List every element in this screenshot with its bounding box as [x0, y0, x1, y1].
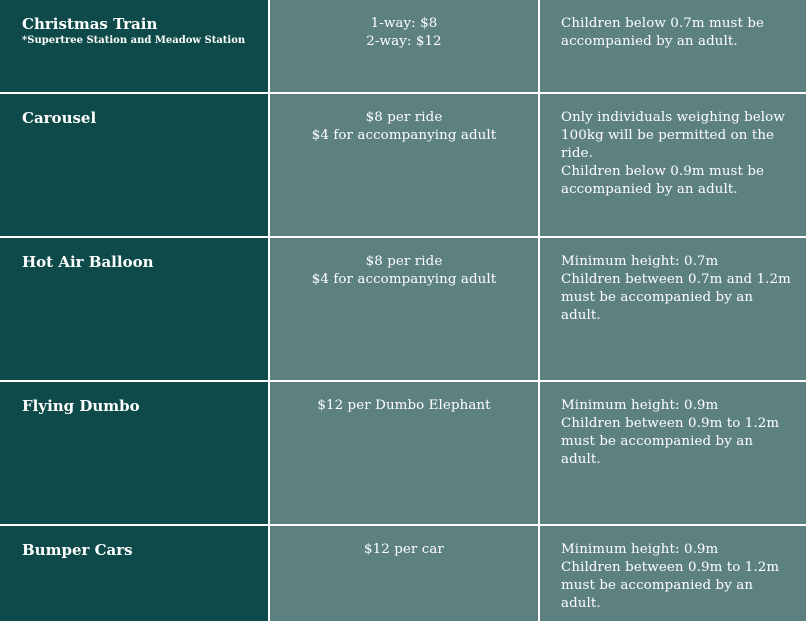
ride-name-cell: [0, 526, 268, 621]
ride-name-cell: [0, 238, 268, 380]
ride-name: Flying Dumbo: [22, 397, 140, 415]
price-line: $8 per ride: [365, 110, 443, 125]
ride-price-cell: [270, 0, 538, 92]
ride-name-cell: [0, 94, 268, 236]
ride-price-cell: [270, 238, 538, 380]
ride-name: Hot Air Balloon: [22, 253, 154, 271]
requirement-line: must be accompanied by an: [561, 290, 754, 305]
requirement-line: Minimum height: 0.9m: [561, 542, 719, 557]
requirement-line: Children below 0.7m must be: [561, 16, 765, 31]
requirement-line: must be accompanied by an: [561, 578, 754, 593]
ride-price-cell: [270, 382, 538, 524]
ride-name: Bumper Cars: [22, 541, 133, 559]
price-line: $8 per ride: [365, 254, 443, 269]
price-line: $12 per car: [364, 542, 444, 557]
ride-requirement-cell: [540, 94, 806, 236]
requirement-line: Children between 0.9m to 1.2m: [561, 416, 780, 431]
requirement-line: adult.: [561, 308, 601, 323]
ride-price-cell: [270, 526, 538, 621]
requirement-line: Children below 0.9m must be: [561, 164, 765, 179]
ride-name: Christmas Train: [22, 15, 158, 33]
price-line: $4 for accompanying adult: [311, 272, 497, 287]
ride-name-cell: [0, 382, 268, 524]
requirement-line: ride.: [561, 146, 593, 161]
ride-note: *Supertree Station and Meadow Station: [22, 35, 246, 46]
requirement-line: Children between 0.7m and 1.2m: [561, 272, 791, 287]
requirement-line: Only individuals weighing below: [561, 110, 785, 125]
requirement-line: Children between 0.9m to 1.2m: [561, 560, 780, 575]
price-line: 1-way: $8: [370, 16, 438, 31]
requirement-line: 100kg will be permitted on the: [561, 128, 775, 143]
ride-requirement-cell: [540, 382, 806, 524]
ride-requirement-cell: [540, 0, 806, 92]
requirement-line: Minimum height: 0.9m: [561, 398, 719, 413]
requirement-line: accompanied by an adult.: [561, 182, 738, 197]
requirement-line: must be accompanied by an: [561, 434, 754, 449]
requirement-line: Minimum height: 0.7m: [561, 254, 719, 269]
ride-price-cell: [270, 94, 538, 236]
price-line: $12 per Dumbo Elephant: [317, 398, 491, 413]
price-line: 2-way: $12: [366, 34, 442, 49]
ride-name-cell: [0, 0, 268, 92]
requirement-line: adult.: [561, 596, 601, 611]
ride-name: Carousel: [22, 109, 97, 127]
ride-requirement-cell: [540, 526, 806, 621]
ride-requirement-cell: [540, 238, 806, 380]
requirement-line: accompanied by an adult.: [561, 34, 738, 49]
requirement-line: adult.: [561, 452, 601, 467]
price-line: $4 for accompanying adult: [311, 128, 497, 143]
